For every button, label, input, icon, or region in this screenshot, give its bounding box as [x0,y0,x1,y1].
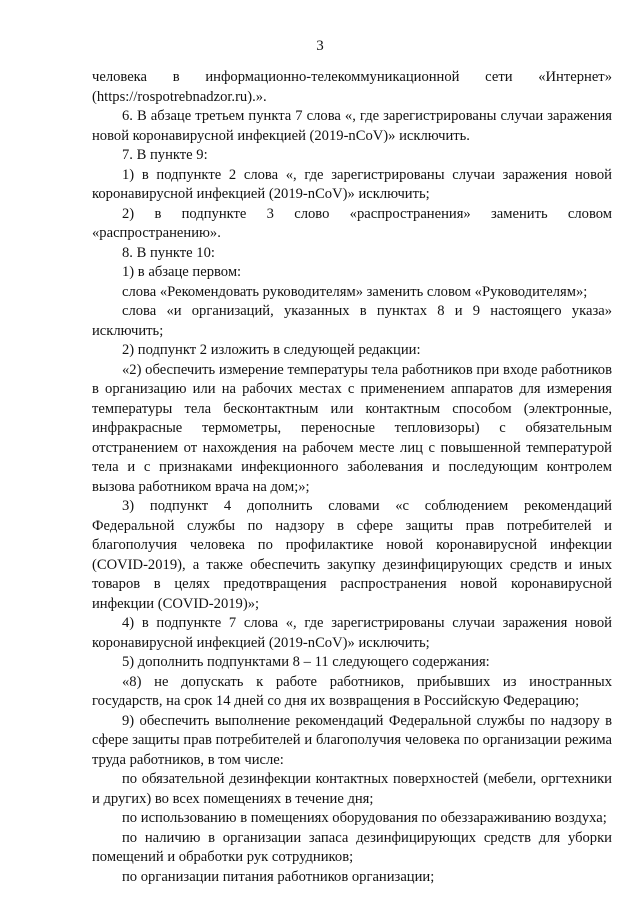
paragraph-air-equipment: по использованию в помещениях оборудования по обеззараживанию воздуха; [122,810,607,826]
paragraph-item-6: 6. В абзаце третьем пункта 7 слова «, где зарегистрированы случаи заражения новой коронавирусной инфекцией (2019-nCoV)» исключить. [92,108,612,144]
paragraph-item-8-1a: слова «Рекомендовать руководителям» заменить словом «Руководителям»; [122,283,588,300]
paragraph-quote-8: «8) не допускать к работе работников, прибывших из иностранных государств, на срок 14 дней со дня их возвращения в Российскую Федерацию; [92,673,612,709]
paragraph-item-8: 8. В пункте 10: [122,244,215,261]
paragraph-item-8-4: 4) в подпункте 7 слова «, где зарегистрированы случаи заражения новой коронавирусной инфекцией (2019-nCoV)» исключить; [92,615,612,651]
page-number: 3 [316,38,324,54]
paragraph-quote-2: «2) обеспечить измерение температуры тела работников при входе работников в организацию или на рабочих местах с применением аппаратов для измерения температуры тела бесконтактным или контактным способом (электронные, инфракрасные термометры, переносные тепловизоры) с обязательным отстранением от нахождения на рабочем месте лиц с повышенной температурой тела и с признаками инфекционного заболевания и последующим контролем вызова работником врача на дом;»; [92,361,612,495]
paragraph-item-8-1b: слова «и организаций, указанных в пунктах 8 и 9 настоящего указа» исключить; [92,303,612,339]
paragraph-item-7: 7. В пункте 9: [122,147,208,163]
paragraph-item-8-3: 3) подпункт 4 дополнить словами «с соблюдением рекомендаций Федеральной службы по надзору в сфере защиты прав потребителей и благополучия человека по профилактике новой коронавирусной инфекции (COVID-2019), а также обеспечить закупку дезинфицирующих средств и иных товаров в целях предотвращения распространения новой коронавирусной инфекции (COVID-2019)»; [92,498,612,612]
paragraph-continuation: человека в информационно-телекоммуникационной сети «Интернет» (https://rospotrebnadzor.ru).». [92,69,612,105]
paragraph-item-8-2: 2) подпункт 2 изложить в следующей редакции: [122,342,421,358]
paragraph-item-8-1: 1) в абзаце первом: [122,264,242,280]
paragraph-supplies: по наличию в организации запаса дезинфицирующих средств для уборки помещений и обработки рук сотрудников; [92,829,612,865]
paragraph-item-7-1: 1) в подпункте 2 слова «, где зарегистрированы случаи заражения новой коронавирусной инфекцией (2019-nCoV)» исключить; [92,166,612,202]
paragraph-quote-9: 9) обеспечить выполнение рекомендаций Федеральной службы по надзору в сфере защиты прав потребителей и благополучия человека по организации режима труда работников, в том числе: [92,712,612,768]
paragraph-item-8-5: 5) дополнить подпунктами 8 – 11 следующего содержания: [122,654,490,670]
paragraph-catering: по организации питания работников организации; [122,868,435,885]
document-body [92,68,612,887]
paragraph-disinfection: по обязательной дезинфекции контактных поверхностей (мебели, оргтехники и других) во всех помещениях в течение дня; [92,771,612,807]
paragraph-item-7-2: 2) в подпункте 3 слово «распространения» заменить словом «распространению». [92,205,612,241]
